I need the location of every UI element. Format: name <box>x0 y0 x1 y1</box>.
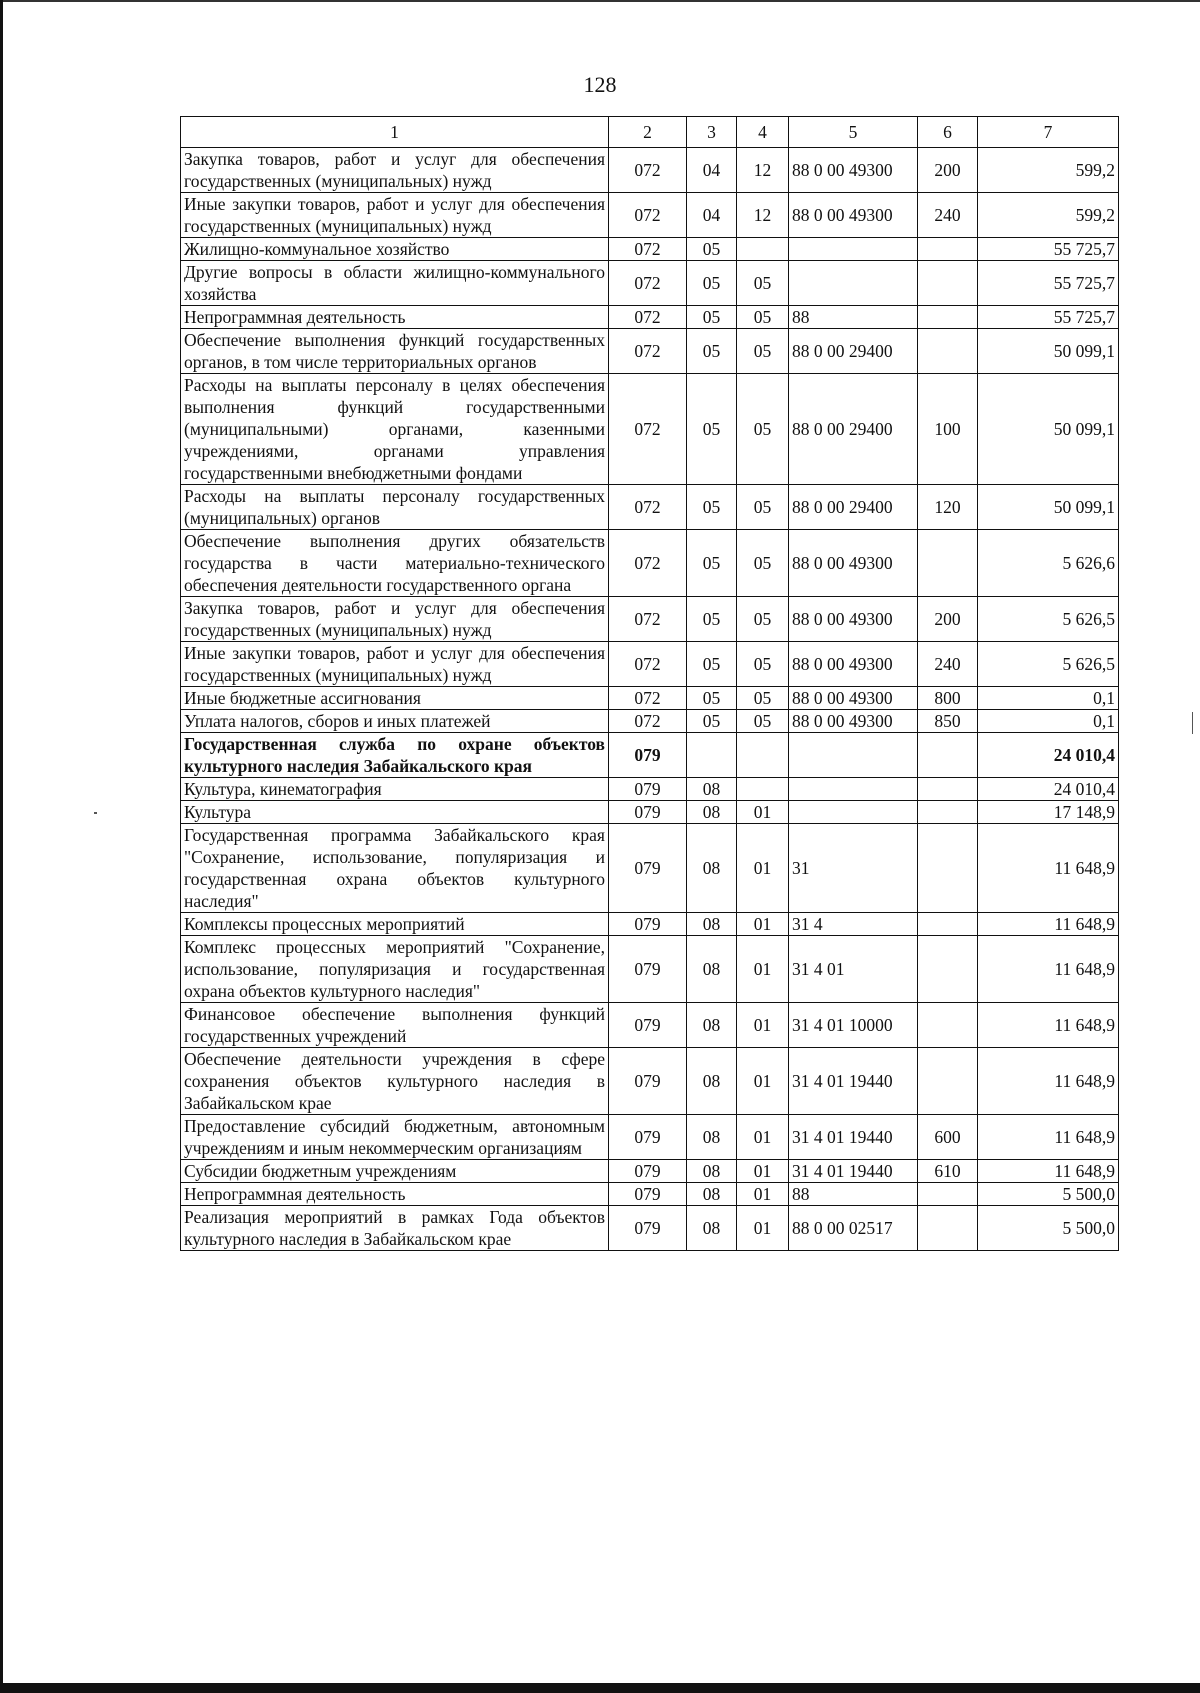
row-target-code-cell: 88 0 00 29400 <box>789 329 918 374</box>
row-name-cell: Иные закупки товаров, работ и услуг для обеспечения государственных (муниципальных) нужд <box>181 193 609 238</box>
row-section-cell: 08 <box>687 778 737 801</box>
col-header-1: 1 <box>181 117 609 148</box>
row-name-cell: Государственная служба по охране объектов культурного наследия Забайкальского края <box>181 733 609 778</box>
table-row <box>181 710 1119 733</box>
scan-speck <box>94 812 97 814</box>
row-subsection-cell: 01 <box>737 936 789 1003</box>
row-subsection-cell: 12 <box>737 148 789 193</box>
row-subsection-cell: 05 <box>737 485 789 530</box>
row-target-code-cell <box>789 261 918 306</box>
row-subsection-cell: 01 <box>737 1003 789 1048</box>
row-expense-type-cell <box>918 936 978 1003</box>
row-ministry-code-cell: 079 <box>609 1003 687 1048</box>
table-body <box>181 148 1119 1251</box>
row-subsection-cell: 05 <box>737 597 789 642</box>
table-row <box>181 801 1119 824</box>
row-section-cell: 04 <box>687 193 737 238</box>
col-header-3: 3 <box>687 117 737 148</box>
row-section-cell: 08 <box>687 1160 737 1183</box>
row-subsection-cell: 01 <box>737 1048 789 1115</box>
row-expense-type-cell: 200 <box>918 597 978 642</box>
table-row <box>181 913 1119 936</box>
scan-left-edge <box>0 0 3 1693</box>
row-amount-cell: 5 500,0 <box>978 1183 1119 1206</box>
col-header-4: 4 <box>737 117 789 148</box>
row-target-code-cell: 31 4 01 19440 <box>789 1160 918 1183</box>
table-row <box>181 1003 1119 1048</box>
row-section-cell: 05 <box>687 642 737 687</box>
row-target-code-cell: 88 0 00 49300 <box>789 148 918 193</box>
row-name-cell: Культура, кинематография <box>181 778 609 801</box>
row-name-cell: Закупка товаров, работ и услуг для обеспечения государственных (муниципальных) нужд <box>181 597 609 642</box>
row-target-code-cell: 31 4 01 10000 <box>789 1003 918 1048</box>
table-row <box>181 1206 1119 1251</box>
row-ministry-code-cell: 072 <box>609 710 687 733</box>
row-amount-cell: 0,1 <box>978 710 1119 733</box>
row-ministry-code-cell: 079 <box>609 936 687 1003</box>
row-section-cell: 08 <box>687 801 737 824</box>
table-row <box>181 642 1119 687</box>
row-expense-type-cell <box>918 329 978 374</box>
page-number: 128 <box>583 72 617 97</box>
row-expense-type-cell <box>918 1206 978 1251</box>
row-target-code-cell: 88 0 00 49300 <box>789 687 918 710</box>
row-name-cell: Закупка товаров, работ и услуг для обеспечения государственных (муниципальных) нужд <box>181 148 609 193</box>
row-target-code-cell <box>789 801 918 824</box>
row-name-cell: Обеспечение выполнения функций государственных органов, в том числе территориальных органов <box>181 329 609 374</box>
table-row <box>181 485 1119 530</box>
row-subsection-cell: 05 <box>737 306 789 329</box>
row-section-cell: 05 <box>687 261 737 306</box>
row-subsection-cell: 01 <box>737 1183 789 1206</box>
row-section-cell: 05 <box>687 687 737 710</box>
row-ministry-code-cell: 079 <box>609 1206 687 1251</box>
row-name-cell: Предоставление субсидий бюджетным, автономным учреждениям и иным некоммерческим организациям <box>181 1115 609 1160</box>
row-amount-cell: 55 725,7 <box>978 238 1119 261</box>
row-ministry-code-cell: 072 <box>609 485 687 530</box>
row-section-cell: 08 <box>687 1206 737 1251</box>
table-row <box>181 733 1119 778</box>
row-name-cell: Обеспечение деятельности учреждения в сфере сохранения объектов культурного наследия в Забайкальском крае <box>181 1048 609 1115</box>
row-section-cell: 08 <box>687 936 737 1003</box>
row-amount-cell: 599,2 <box>978 193 1119 238</box>
row-name-cell: Государственная программа Забайкальского края "Сохранение, использование, популяризация и государственная охрана объектов культурного наследия" <box>181 824 609 913</box>
row-amount-cell: 55 725,7 <box>978 261 1119 306</box>
row-ministry-code-cell: 072 <box>609 148 687 193</box>
row-name-cell: Субсидии бюджетным учреждениям <box>181 1160 609 1183</box>
row-subsection-cell: 05 <box>737 261 789 306</box>
table-row <box>181 1115 1119 1160</box>
row-ministry-code-cell: 079 <box>609 824 687 913</box>
row-section-cell <box>687 733 737 778</box>
row-expense-type-cell: 610 <box>918 1160 978 1183</box>
row-ministry-code-cell: 079 <box>609 1183 687 1206</box>
row-target-code-cell: 88 <box>789 1183 918 1206</box>
row-subsection-cell: 05 <box>737 530 789 597</box>
row-ministry-code-cell: 072 <box>609 193 687 238</box>
row-name-cell: Обеспечение выполнения других обязательств государства в части материально-технического обеспечения деятельности государственного органа <box>181 530 609 597</box>
row-name-cell: Иные закупки товаров, работ и услуг для обеспечения государственных (муниципальных) нужд <box>181 642 609 687</box>
row-target-code-cell: 31 <box>789 824 918 913</box>
row-ministry-code-cell: 072 <box>609 687 687 710</box>
row-expense-type-cell: 600 <box>918 1115 978 1160</box>
row-amount-cell: 11 648,9 <box>978 824 1119 913</box>
row-section-cell: 08 <box>687 1048 737 1115</box>
table-row <box>181 374 1119 485</box>
column-number-row <box>181 117 1119 148</box>
row-expense-type-cell: 800 <box>918 687 978 710</box>
row-amount-cell: 11 648,9 <box>978 913 1119 936</box>
row-subsection-cell: 05 <box>737 642 789 687</box>
row-amount-cell: 24 010,4 <box>978 778 1119 801</box>
scan-top-edge <box>0 0 1200 2</box>
row-target-code-cell: 31 4 01 <box>789 936 918 1003</box>
row-amount-cell: 55 725,7 <box>978 306 1119 329</box>
row-subsection-cell: 05 <box>737 374 789 485</box>
row-amount-cell: 11 648,9 <box>978 1160 1119 1183</box>
row-expense-type-cell <box>918 1003 978 1048</box>
row-amount-cell: 599,2 <box>978 148 1119 193</box>
row-amount-cell: 50 099,1 <box>978 329 1119 374</box>
row-section-cell: 05 <box>687 238 737 261</box>
row-ministry-code-cell: 072 <box>609 306 687 329</box>
row-section-cell: 05 <box>687 530 737 597</box>
row-section-cell: 05 <box>687 710 737 733</box>
row-amount-cell: 11 648,9 <box>978 936 1119 1003</box>
row-target-code-cell: 31 4 <box>789 913 918 936</box>
table-row <box>181 238 1119 261</box>
row-section-cell: 05 <box>687 374 737 485</box>
row-ministry-code-cell: 079 <box>609 1115 687 1160</box>
row-subsection-cell: 05 <box>737 687 789 710</box>
row-expense-type-cell <box>918 1183 978 1206</box>
row-expense-type-cell <box>918 733 978 778</box>
table-row <box>181 1048 1119 1115</box>
row-subsection-cell: 12 <box>737 193 789 238</box>
col-header-2: 2 <box>609 117 687 148</box>
row-name-cell: Культура <box>181 801 609 824</box>
row-subsection-cell <box>737 778 789 801</box>
row-subsection-cell: 01 <box>737 801 789 824</box>
row-name-cell: Жилищно-коммунальное хозяйство <box>181 238 609 261</box>
row-name-cell: Реализация мероприятий в рамках Года объектов культурного наследия в Забайкальском крае <box>181 1206 609 1251</box>
row-amount-cell: 5 500,0 <box>978 1206 1119 1251</box>
row-amount-cell: 0,1 <box>978 687 1119 710</box>
row-subsection-cell: 01 <box>737 1160 789 1183</box>
row-section-cell: 08 <box>687 824 737 913</box>
row-amount-cell: 5 626,6 <box>978 530 1119 597</box>
row-name-cell: Комплекс процессных мероприятий "Сохранение, использование, популяризация и государственная охрана объектов культурного наследия" <box>181 936 609 1003</box>
row-target-code-cell: 88 0 00 49300 <box>789 642 918 687</box>
row-name-cell: Непрограммная деятельность <box>181 1183 609 1206</box>
row-ministry-code-cell: 079 <box>609 1048 687 1115</box>
budget-table <box>180 116 1119 1251</box>
row-target-code-cell: 88 0 00 49300 <box>789 597 918 642</box>
row-section-cell: 05 <box>687 597 737 642</box>
row-target-code-cell: 88 0 00 49300 <box>789 530 918 597</box>
row-ministry-code-cell: 079 <box>609 801 687 824</box>
row-expense-type-cell: 200 <box>918 148 978 193</box>
row-amount-cell: 50 099,1 <box>978 485 1119 530</box>
row-ministry-code-cell: 079 <box>609 1160 687 1183</box>
row-section-cell: 05 <box>687 329 737 374</box>
row-target-code-cell <box>789 733 918 778</box>
row-target-code-cell <box>789 238 918 261</box>
table-row <box>181 148 1119 193</box>
row-expense-type-cell: 100 <box>918 374 978 485</box>
row-ministry-code-cell: 072 <box>609 530 687 597</box>
row-ministry-code-cell: 079 <box>609 733 687 778</box>
row-amount-cell: 5 626,5 <box>978 597 1119 642</box>
scan-mark <box>1192 712 1193 734</box>
row-name-cell: Другие вопросы в области жилищно-коммунального хозяйства <box>181 261 609 306</box>
row-expense-type-cell <box>918 913 978 936</box>
row-name-cell: Уплата налогов, сборов и иных платежей <box>181 710 609 733</box>
row-expense-type-cell <box>918 824 978 913</box>
row-amount-cell: 24 010,4 <box>978 733 1119 778</box>
row-expense-type-cell <box>918 238 978 261</box>
row-ministry-code-cell: 072 <box>609 597 687 642</box>
row-subsection-cell: 01 <box>737 1115 789 1160</box>
table-row <box>181 530 1119 597</box>
table-row <box>181 306 1119 329</box>
row-ministry-code-cell: 072 <box>609 329 687 374</box>
row-name-cell: Непрограммная деятельность <box>181 306 609 329</box>
row-section-cell: 08 <box>687 1183 737 1206</box>
row-name-cell: Расходы на выплаты персоналу в целях обеспечения выполнения функций государственными (муниципальными) органами, казенными учреждениями, органами управления государственными внебюджетными фондами <box>181 374 609 485</box>
row-amount-cell: 11 648,9 <box>978 1003 1119 1048</box>
row-target-code-cell: 88 <box>789 306 918 329</box>
row-expense-type-cell: 240 <box>918 642 978 687</box>
table-row <box>181 597 1119 642</box>
row-subsection-cell: 01 <box>737 1206 789 1251</box>
row-expense-type-cell <box>918 306 978 329</box>
row-section-cell: 08 <box>687 1115 737 1160</box>
row-expense-type-cell <box>918 261 978 306</box>
row-expense-type-cell <box>918 801 978 824</box>
row-amount-cell: 5 626,5 <box>978 642 1119 687</box>
table-row <box>181 936 1119 1003</box>
row-amount-cell: 50 099,1 <box>978 374 1119 485</box>
row-ministry-code-cell: 072 <box>609 642 687 687</box>
row-subsection-cell: 01 <box>737 824 789 913</box>
row-target-code-cell: 88 0 00 49300 <box>789 710 918 733</box>
row-target-code-cell: 31 4 01 19440 <box>789 1048 918 1115</box>
table-row <box>181 824 1119 913</box>
table-row <box>181 193 1119 238</box>
row-subsection-cell <box>737 733 789 778</box>
table-row <box>181 687 1119 710</box>
table-row <box>181 778 1119 801</box>
row-ministry-code-cell: 079 <box>609 778 687 801</box>
row-expense-type-cell <box>918 1048 978 1115</box>
row-target-code-cell: 88 0 00 29400 <box>789 485 918 530</box>
row-ministry-code-cell: 072 <box>609 261 687 306</box>
row-amount-cell: 11 648,9 <box>978 1115 1119 1160</box>
col-header-7: 7 <box>978 117 1119 148</box>
row-target-code-cell: 88 0 00 49300 <box>789 193 918 238</box>
row-expense-type-cell: 850 <box>918 710 978 733</box>
scan-bottom-edge <box>0 1683 1200 1693</box>
col-header-5: 5 <box>789 117 918 148</box>
row-section-cell: 05 <box>687 306 737 329</box>
row-target-code-cell: 88 0 00 02517 <box>789 1206 918 1251</box>
row-ministry-code-cell: 072 <box>609 238 687 261</box>
row-expense-type-cell <box>918 778 978 801</box>
row-name-cell: Иные бюджетные ассигнования <box>181 687 609 710</box>
row-expense-type-cell: 120 <box>918 485 978 530</box>
row-section-cell: 05 <box>687 485 737 530</box>
row-subsection-cell: 01 <box>737 913 789 936</box>
row-name-cell: Финансовое обеспечение выполнения функций государственных учреждений <box>181 1003 609 1048</box>
row-section-cell: 08 <box>687 913 737 936</box>
row-section-cell: 08 <box>687 1003 737 1048</box>
table-row <box>181 329 1119 374</box>
row-name-cell: Комплексы процессных мероприятий <box>181 913 609 936</box>
row-section-cell: 04 <box>687 148 737 193</box>
row-expense-type-cell <box>918 530 978 597</box>
col-header-6: 6 <box>918 117 978 148</box>
row-subsection-cell: 05 <box>737 329 789 374</box>
row-target-code-cell <box>789 778 918 801</box>
row-ministry-code-cell: 079 <box>609 913 687 936</box>
row-name-cell: Расходы на выплаты персоналу государственных (муниципальных) органов <box>181 485 609 530</box>
table-row <box>181 1183 1119 1206</box>
table-row <box>181 1160 1119 1183</box>
row-target-code-cell: 31 4 01 19440 <box>789 1115 918 1160</box>
row-expense-type-cell: 240 <box>918 193 978 238</box>
row-amount-cell: 11 648,9 <box>978 1048 1119 1115</box>
table-row <box>181 261 1119 306</box>
row-ministry-code-cell: 072 <box>609 374 687 485</box>
row-target-code-cell: 88 0 00 29400 <box>789 374 918 485</box>
row-subsection-cell: 05 <box>737 710 789 733</box>
row-amount-cell: 17 148,9 <box>978 801 1119 824</box>
row-subsection-cell <box>737 238 789 261</box>
